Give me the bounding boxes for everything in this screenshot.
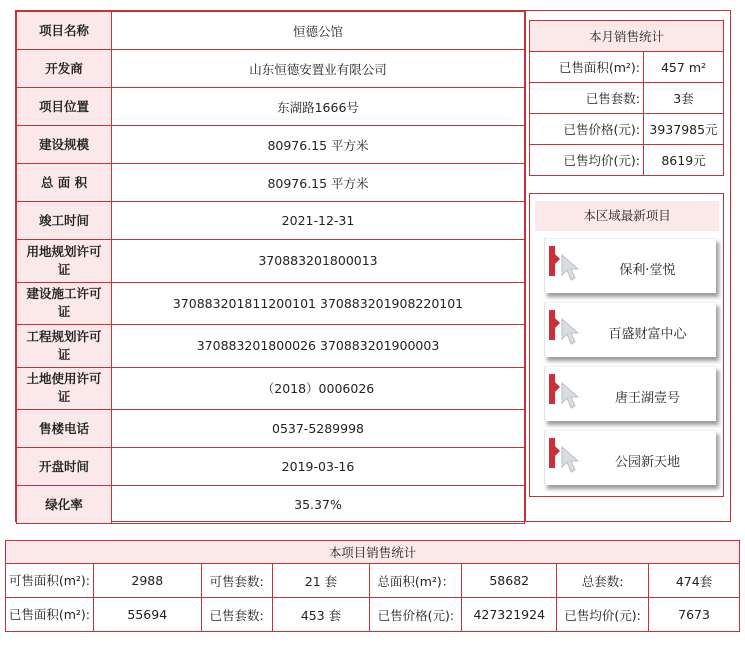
info-row <box>17 12 525 50</box>
latest-project-link[interactable] <box>544 238 716 293</box>
info-label: 用地规划许可证 <box>17 240 112 283</box>
info-row <box>17 410 525 448</box>
stat-value: 7673 <box>649 598 740 632</box>
info-value: 2019-03-16 <box>112 448 525 486</box>
info-label: 售楼电话 <box>17 410 112 448</box>
stat-value: 58682 <box>462 564 557 598</box>
cursor-arrow-icon <box>559 317 585 347</box>
info-label: 土地使用许可证 <box>17 367 112 410</box>
latest-project-link[interactable] <box>544 366 716 421</box>
project-info-table <box>16 11 525 524</box>
stat-value: 427321924 <box>462 598 557 632</box>
stat-label: 已售面积(m²): <box>530 52 644 83</box>
info-row <box>17 240 525 283</box>
stat-value: 3937985元 <box>644 114 724 145</box>
stat-value: 3套 <box>644 83 724 114</box>
info-row <box>17 88 525 126</box>
info-row <box>17 126 525 164</box>
latest-projects-title: 本区域最新项目 <box>535 201 719 231</box>
info-label: 绿化率 <box>17 486 112 524</box>
info-value: 370883201800013 <box>112 240 525 283</box>
info-value: 2021-12-31 <box>112 202 525 240</box>
monthly-stats-row <box>530 52 724 83</box>
stat-label: 总套数: <box>557 564 649 598</box>
info-row <box>17 325 525 368</box>
cursor-arrow-icon <box>559 253 585 283</box>
info-value: 80976.15 平方米 <box>112 164 525 202</box>
info-row <box>17 367 525 410</box>
info-value: 0537-5289998 <box>112 410 525 448</box>
info-label: 总 面 积 <box>17 164 112 202</box>
info-row <box>17 202 525 240</box>
info-row <box>17 486 525 524</box>
info-row <box>17 282 525 325</box>
red-marker-icon <box>549 246 555 276</box>
column-divider <box>525 11 526 521</box>
project-stats-title: 本项目销售统计 <box>6 541 740 564</box>
stat-value: 474套 <box>649 564 740 598</box>
info-label: 开盘时间 <box>17 448 112 486</box>
red-marker-icon <box>549 438 555 468</box>
stat-value: 2988 <box>93 564 201 598</box>
stat-label: 已售面积(m²): <box>6 598 94 632</box>
stat-label: 已售均价(元): <box>530 145 644 176</box>
stat-label: 已售套数: <box>201 598 272 632</box>
red-marker-icon <box>549 374 555 404</box>
cursor-arrow-icon <box>559 445 585 475</box>
info-row <box>17 448 525 486</box>
project-stats-row <box>6 598 740 632</box>
stat-value: 55694 <box>93 598 201 632</box>
info-row <box>17 50 525 88</box>
info-label: 项目位置 <box>17 88 112 126</box>
latest-projects-panel <box>529 193 724 497</box>
info-row <box>17 164 525 202</box>
latest-project-link[interactable] <box>544 430 716 485</box>
stat-label: 已售套数: <box>530 83 644 114</box>
stat-label: 已售均价(元): <box>557 598 649 632</box>
info-value: 恒德公馆 <box>112 12 525 50</box>
info-label: 工程规划许可证 <box>17 325 112 368</box>
stat-value: 453 套 <box>272 598 370 632</box>
stat-label: 可售面积(m²): <box>6 564 94 598</box>
latest-project-name[interactable]: 公园新天地 <box>614 455 680 470</box>
cursor-arrow-icon <box>559 381 585 411</box>
monthly-stats-row <box>530 145 724 176</box>
info-value: 35.37% <box>112 486 525 524</box>
latest-project-name[interactable]: 保利·堂悦 <box>619 263 676 278</box>
stat-value: 457 m² <box>644 52 724 83</box>
info-value: 370883201800026 370883201900003 <box>112 325 525 368</box>
stat-label: 可售套数: <box>201 564 272 598</box>
info-value: （2018）0006026 <box>112 367 525 410</box>
info-label: 建设规模 <box>17 126 112 164</box>
stat-value: 21 套 <box>272 564 370 598</box>
monthly-stats-table <box>529 20 724 176</box>
info-value: 山东恒德安置业有限公司 <box>112 50 525 88</box>
latest-project-name[interactable]: 百盛财富中心 <box>608 327 687 342</box>
stat-label: 已售价格(元): <box>370 598 462 632</box>
info-label: 项目名称 <box>17 12 112 50</box>
project-stats-table <box>5 540 740 632</box>
monthly-stats-row <box>530 83 724 114</box>
info-label: 竣工时间 <box>17 202 112 240</box>
monthly-stats-title: 本月销售统计 <box>530 21 724 52</box>
info-value: 东湖路1666号 <box>112 88 525 126</box>
info-value: 370883201811200101 370883201908220101 <box>112 282 525 325</box>
stat-label: 总面积(m²)： <box>370 564 462 598</box>
info-label: 建设施工许可证 <box>17 282 112 325</box>
info-label: 开发商 <box>17 50 112 88</box>
stat-value: 8619元 <box>644 145 724 176</box>
stat-label: 已售价格(元): <box>530 114 644 145</box>
red-marker-icon <box>549 310 555 340</box>
monthly-stats-row <box>530 114 724 145</box>
latest-project-name[interactable]: 唐王湖壹号 <box>614 391 680 406</box>
project-stats-row <box>6 564 740 598</box>
info-value: 80976.15 平方米 <box>112 126 525 164</box>
latest-project-link[interactable] <box>544 302 716 357</box>
